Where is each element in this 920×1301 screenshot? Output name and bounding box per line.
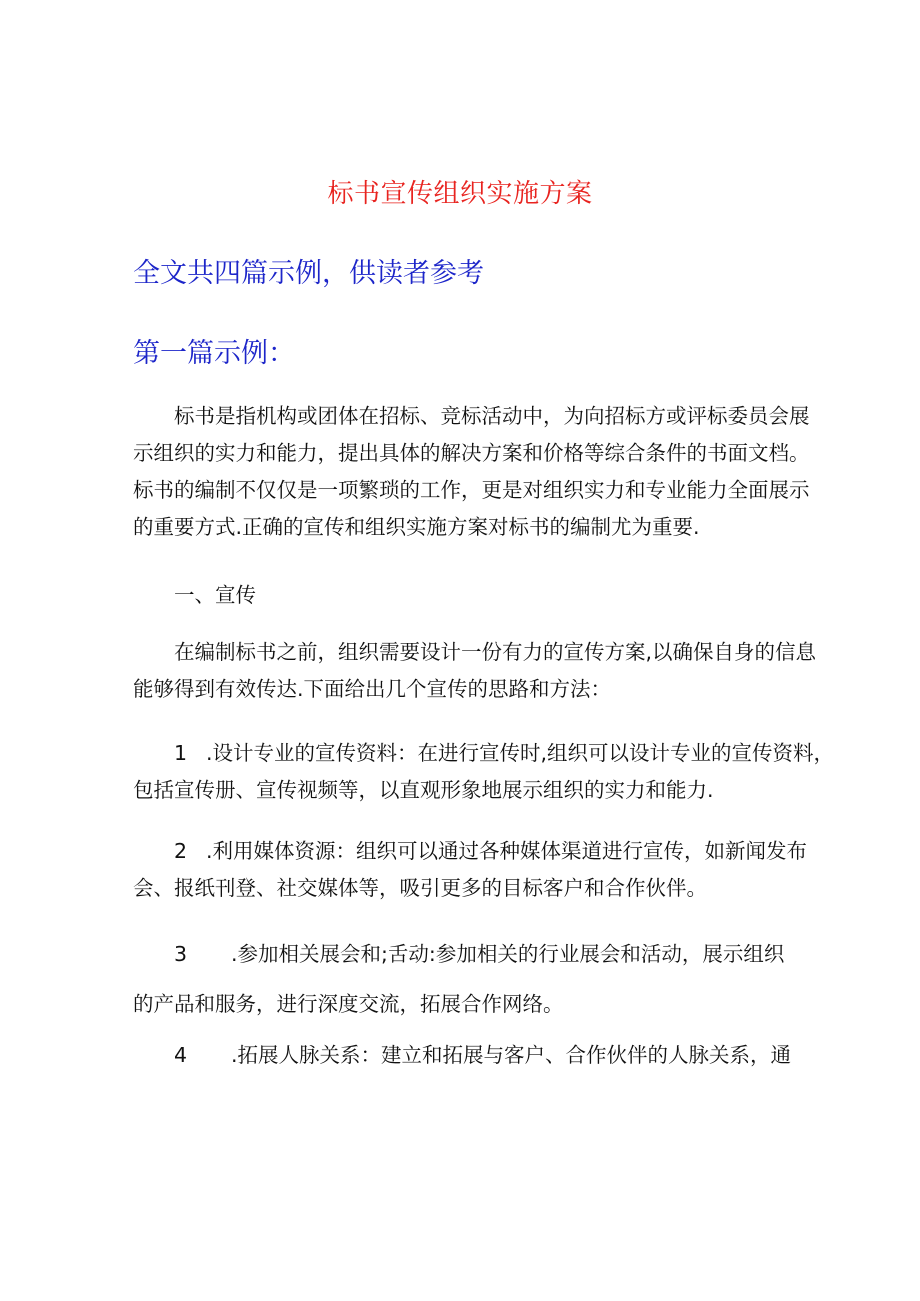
list-item: [133, 735, 835, 809]
list-item: [133, 936, 813, 1023]
list-item-text: .参加相关展会和;舌动:参加相关的行业展会和活动，展示组织: [231, 942, 785, 966]
subsection-heading-publicity: 一、宣传: [174, 583, 256, 607]
list-item-text: .利用媒体资源：组织可以通过各种媒体渠道进行宣传，如新闻发布: [206, 839, 808, 863]
intro-line: 示组织的实力和能力，提出具体的解决方案和价格等综合条件的书面文档。: [133, 441, 810, 465]
list-item-number: 2: [174, 839, 188, 863]
publicity-line: 在编制标书之前，组织需要设计一份有力的宣传方案,以确保自身的信息: [174, 640, 817, 664]
list-item-text-continued: 会、报纸刊登、社交媒体等，吸引更多的目标客户和合作伙伴。: [133, 876, 707, 900]
list-item: [133, 1037, 813, 1074]
list-item-number: 4: [174, 1043, 188, 1067]
publicity-paragraph: [133, 634, 817, 708]
publicity-line: 能够得到有效传达.下面给出几个宣传的思路和方法：: [133, 677, 612, 701]
list-item-number: 1: [174, 741, 188, 765]
intro-paragraph: [133, 398, 810, 546]
intro-line: 标书是指机构或团体在招标、竞标活动中，为向招标方或评标委员会展: [174, 404, 810, 428]
list-item-text: .设计专业的宣传资料：在进行宣传时,组织可以设计专业的宣传资料，: [206, 741, 835, 765]
document-subtitle: 全文共四篇示例，供读者参考: [133, 258, 484, 289]
list-item: [133, 833, 813, 907]
list-item-text-continued: 包括宣传册、宣传视频等，以直观形象地展示组织的实力和能力.: [133, 778, 714, 802]
intro-line: 标书的编制不仅仅是一项繁琐的工作，更是对组织实力和专业能力全面展示: [133, 478, 810, 502]
list-item-text-continued: 的产品和服务，进行深度交流，拓展合作网络。: [133, 992, 564, 1016]
list-item-number: 3: [174, 942, 188, 966]
section-heading: 第一篇示例：: [133, 338, 295, 369]
intro-line: 的重要方式.正确的宣传和组织实施方案对标书的编制尤为重要.: [133, 515, 700, 539]
document-title: 标书宣传组织实施方案: [327, 179, 593, 209]
list-item-text: .拓展人脉关系：建立和拓展与客户、合作伙伴的人脉关系，通: [231, 1043, 792, 1067]
